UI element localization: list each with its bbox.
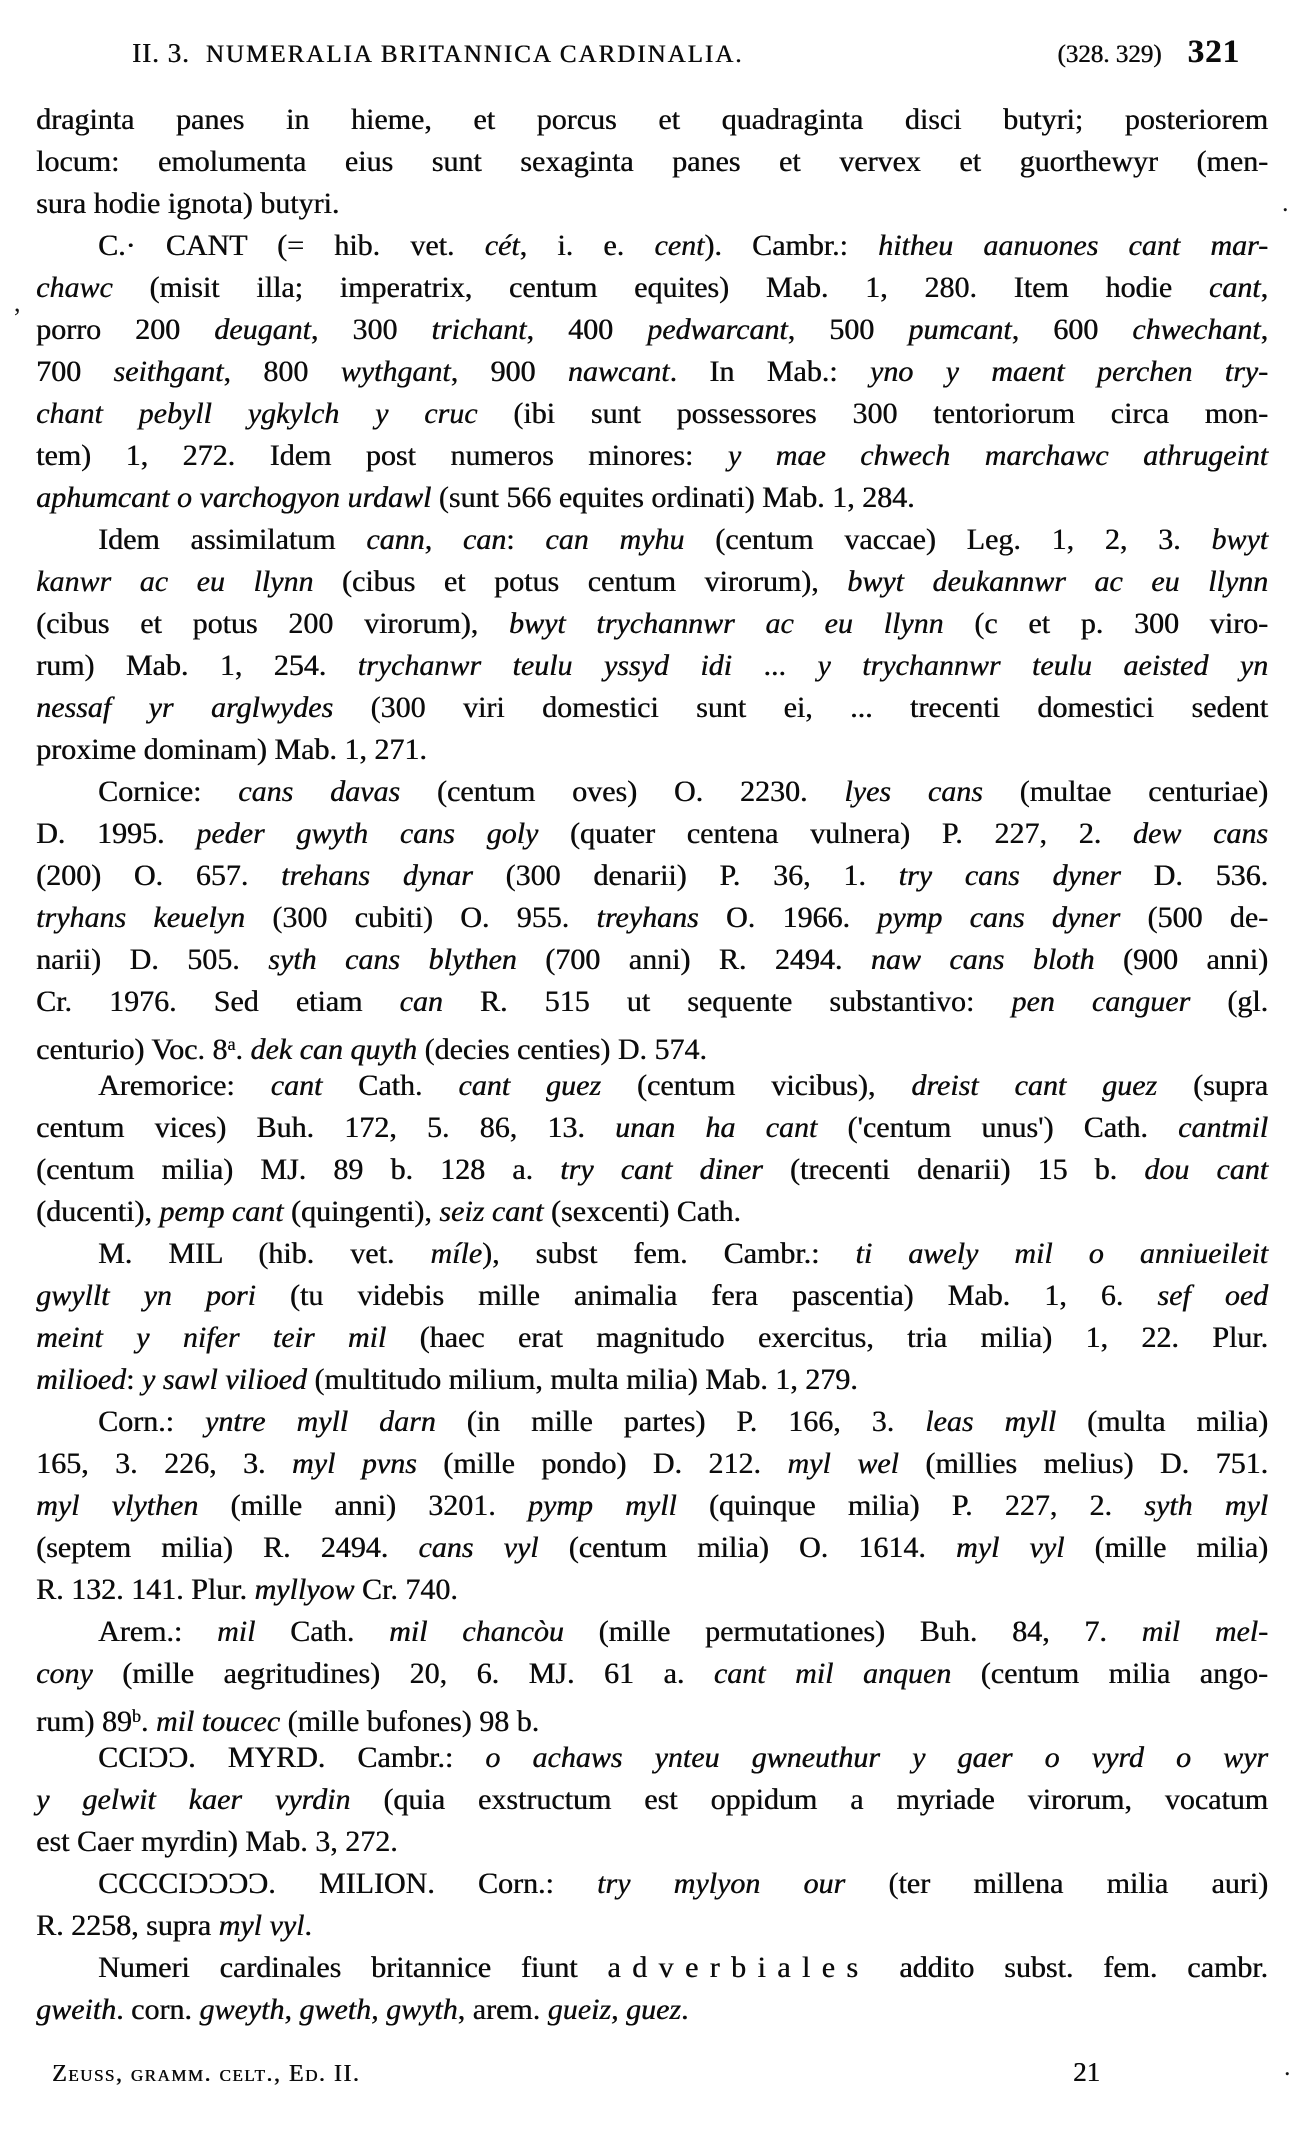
- sheet-signature-number: 21: [1073, 2057, 1100, 2087]
- body-text-run: , 600: [1011, 313, 1133, 346]
- body-text-run: Numeri cardinales britannice fiunt: [98, 1951, 608, 1984]
- text-line: [36, 855, 1268, 897]
- cited-form-text: peder gwyth cans goly: [196, 817, 539, 850]
- body-text-run: (centum milia) MJ. 89 b. 128 a.: [36, 1153, 561, 1186]
- body-text-run: (ibi sunt possessores 300 tentoriorum circa mon-: [477, 397, 1268, 430]
- text-line: [36, 1233, 1268, 1275]
- cited-form-text: cantmil: [1178, 1111, 1268, 1144]
- body-text-run: 165, 3. 226, 3.: [36, 1447, 292, 1480]
- cited-form-text: unan ha cant: [615, 1111, 818, 1144]
- cited-form-text: pen canguer: [1011, 985, 1191, 1018]
- body-text-run: .: [140, 1705, 156, 1738]
- body-text-run: D. 1995.: [36, 817, 197, 850]
- text-line: [36, 603, 1268, 645]
- text-line: [36, 1947, 1268, 1989]
- text-line: [36, 1149, 1268, 1191]
- cited-form-text: myl vlythen: [36, 1489, 199, 1522]
- cited-form-text: myl wel: [787, 1447, 899, 1480]
- text-line: [36, 1695, 1268, 1737]
- cited-form-text: try cant diner: [560, 1153, 763, 1186]
- text-line: [36, 1359, 1268, 1401]
- cited-form-text: try mylyon our: [596, 1867, 846, 1900]
- body-text-run: C.· CANT (= hib. vet.: [98, 229, 485, 262]
- cited-form-text: cét: [484, 229, 520, 262]
- text-line: [36, 771, 1268, 813]
- body-text-run: R. 2258, supra: [36, 1909, 219, 1942]
- body-text-run: (millies melius) D. 751.: [898, 1447, 1268, 1480]
- cited-form-text: nessaf yr arglwydes: [36, 691, 334, 724]
- cited-form-text: cony: [36, 1657, 93, 1690]
- body-text-run: (200) O. 657.: [36, 859, 282, 892]
- text-line: [36, 1485, 1268, 1527]
- cited-form-text: cant: [270, 1069, 323, 1102]
- body-text-run: . In Mab.:: [669, 355, 870, 388]
- page-number: 321: [1187, 34, 1240, 70]
- cited-form-text: nawcant: [567, 355, 670, 388]
- cited-form-text: trychanwr teulu yssyd idi: [357, 649, 732, 682]
- cited-form-text: chawc: [36, 271, 113, 304]
- cited-form-text: yntre myll darn: [204, 1405, 436, 1438]
- body-text-run: , 500: [787, 313, 909, 346]
- body-text-run: (mille aegritudines) 20, 6. MJ. 61 a.: [92, 1657, 714, 1690]
- body-text-run: ,: [1260, 271, 1268, 304]
- text-line: [36, 309, 1268, 351]
- text-line: [36, 435, 1268, 477]
- running-head: [0, 0, 1298, 71]
- text-line: [36, 267, 1268, 309]
- cited-form-text: trichant: [431, 313, 527, 346]
- body-text-run: 700: [36, 355, 114, 388]
- body-text-run: , 900: [450, 355, 568, 388]
- cited-form-text: gwyllt yn pori: [36, 1279, 256, 1312]
- body-text-run: Corn.:: [98, 1405, 205, 1438]
- body-text-run: O. 1966.: [698, 901, 878, 934]
- body-text-run: a: [227, 1034, 236, 1054]
- column-reference: (328. 329): [1057, 41, 1162, 68]
- body-text-run: (centum milia ango-: [951, 1657, 1268, 1690]
- body-text-run: ). Cambr.:: [704, 229, 879, 262]
- cited-form-text: bwyt: [1211, 523, 1269, 556]
- body-text-run: ('centum unus') Cath.: [817, 1111, 1178, 1144]
- body-text-run: (mille pondo) D. 212.: [416, 1447, 788, 1480]
- cited-form-text: y trychannwr teulu aeisted yn: [817, 649, 1269, 682]
- body-text-run: (quia exstructum est oppidum a myriade virorum, vocatum: [350, 1783, 1269, 1816]
- cited-form-text: pymp myll: [527, 1489, 677, 1522]
- cited-form-text: myl vyl: [955, 1531, 1065, 1564]
- text-line: [36, 813, 1268, 855]
- body-text-run: Arem.:: [98, 1615, 217, 1648]
- cited-form-text: mil mel-: [1141, 1615, 1269, 1648]
- body-text-run: ), subst fem. Cambr.:: [481, 1237, 856, 1270]
- body-text-run: ...: [731, 649, 818, 682]
- scan-speck: .: [1284, 2052, 1291, 2081]
- cited-form-text: myllyow: [254, 1573, 355, 1606]
- body-text-run: :: [506, 523, 546, 556]
- cited-form-text: sef oed: [1157, 1279, 1269, 1312]
- cited-form-text: y sawl vilioed: [141, 1363, 307, 1396]
- body-text-run: (decies centies) D. 574.: [416, 1033, 707, 1066]
- text-line: [36, 1065, 1268, 1107]
- body-text-run: Aremorice:: [98, 1069, 271, 1102]
- cited-form-text: syth myl: [1144, 1489, 1268, 1522]
- text-line: [36, 183, 1268, 225]
- body-text-run: (multa milia): [1056, 1405, 1268, 1438]
- text-line: [36, 477, 1268, 519]
- body-text-run: . corn.: [116, 1993, 200, 2026]
- cited-form-text: dew cans: [1132, 817, 1268, 850]
- text-line: [36, 519, 1268, 561]
- text-line: [36, 645, 1268, 687]
- body-text-run: Cr. 1976. Sed etiam: [36, 985, 400, 1018]
- body-text-run: locum: emolumenta eius sunt sexaginta panes et vervex et guorthewyr (men-: [36, 145, 1268, 178]
- body-text-run: (supra: [1157, 1069, 1268, 1102]
- body-text-run: , 800: [223, 355, 341, 388]
- footer: [0, 2031, 1298, 2088]
- body-text-run: (mille bufones) 98 b.: [279, 1705, 540, 1738]
- text-line: [36, 561, 1268, 603]
- body-text-run: .: [304, 1909, 312, 1942]
- cited-form-text: mil toucec: [155, 1705, 280, 1738]
- text-line: [36, 1653, 1268, 1695]
- body-text-run: (300 viri domestici sunt ei, ... trecenti domestici sedent: [333, 691, 1269, 724]
- text-line: [36, 897, 1268, 939]
- body-text-run: Cath.: [255, 1615, 390, 1648]
- body-text-run: (quater centena vulnera) P. 227, 2.: [538, 817, 1133, 850]
- text-line: [36, 1275, 1268, 1317]
- scan-speck: ,: [14, 288, 21, 317]
- body-text-run: rum) Mab. 1, 254.: [36, 649, 358, 682]
- running-head-title: NUMERALIA BRITANNICA CARDINALIA.: [205, 41, 744, 68]
- body-text-run: (700 anni) R. 2494.: [516, 943, 871, 976]
- body-text-run: (in mille partes) P. 166, 3.: [435, 1405, 926, 1438]
- body-text-run: draginta panes in hieme, et porcus et quadraginta disci butyri; posteriorem: [36, 103, 1268, 136]
- cited-form-text: ti awely mil o anniueileit: [855, 1237, 1268, 1270]
- body-text-run: (sexcenti) Cath.: [543, 1195, 741, 1228]
- cited-form-text: mil chancòu: [389, 1615, 564, 1648]
- cited-form-text: seiz cant: [439, 1195, 544, 1228]
- body-text-run: sura hodie ignota) butyri.: [36, 187, 340, 220]
- cited-form-text: gueiz, guez: [547, 1993, 681, 2026]
- cited-form-text: seithgant: [113, 355, 224, 388]
- text-line: [36, 225, 1268, 267]
- body-text-run: :: [126, 1363, 142, 1396]
- text-line: [36, 981, 1268, 1023]
- cited-form-text: cant guez: [458, 1069, 601, 1102]
- cited-form-text: y mae chwech marchawc athrugeint: [727, 439, 1268, 472]
- cited-form-text: kanwr ac eu llynn: [36, 565, 314, 598]
- body-text-run: (300 denarii) P. 36, 1.: [472, 859, 899, 892]
- text-line: [36, 1191, 1268, 1233]
- text-line: [36, 141, 1268, 183]
- body-text-run: porro 200: [36, 313, 215, 346]
- cited-form-text: try cans dyner: [898, 859, 1121, 892]
- cited-form-text: cant mil anquen: [713, 1657, 952, 1690]
- body-text-run: narii) D. 505.: [36, 943, 269, 976]
- cited-form-text: deugant: [214, 313, 311, 346]
- cited-form-text: treyhans: [596, 901, 699, 934]
- body-text-run: (tu videbis mille animalia fera pascentia) Mab. 1, 6.: [255, 1279, 1158, 1312]
- cited-form-text: myl vyl: [218, 1909, 305, 1942]
- body-text-run: (300 cubiti) O. 955.: [244, 901, 597, 934]
- body-text-run: R. 515 ut sequente substantivo:: [442, 985, 1012, 1018]
- cited-form-text: leas myll: [925, 1405, 1057, 1438]
- text-line: [36, 1905, 1268, 1947]
- body-text-run: proxime dominam) Mab. 1, 271.: [36, 733, 427, 766]
- cited-form-text: cent: [654, 229, 705, 262]
- cited-form-text: pedwarcant: [647, 313, 788, 346]
- body-text-run: (centum milia) O. 1614.: [538, 1531, 956, 1564]
- cited-form-text: can myhu: [545, 523, 685, 556]
- text-line: [36, 1821, 1268, 1863]
- scan-speck: .: [1282, 188, 1289, 217]
- body-text-run: Cath.: [322, 1069, 459, 1102]
- cited-form-text: pemp cant: [159, 1195, 284, 1228]
- body-text-run: (multae centuriae): [982, 775, 1269, 808]
- text-line: [36, 1443, 1268, 1485]
- body-text-run: (centum vicibus),: [600, 1069, 912, 1102]
- text-line: [36, 1023, 1268, 1065]
- text-line: [36, 99, 1268, 141]
- body-text-run: ,: [1260, 313, 1269, 346]
- cited-form-text: y gelwit kaer vyrdin: [36, 1783, 351, 1816]
- cited-form-text: myl pvns: [291, 1447, 417, 1480]
- text-line: [36, 729, 1268, 771]
- body-text-run: (quinque milia) P. 227, 2.: [676, 1489, 1145, 1522]
- text-line: [36, 393, 1268, 435]
- cited-form-text: hitheu aanuones cant mar-: [878, 229, 1268, 262]
- body-text-run: M. MIL (hib. vet.: [98, 1237, 431, 1270]
- text-line: [36, 1737, 1268, 1779]
- body-text-run: (multitudo milium, multa milia) Mab. 1, 279.: [306, 1363, 858, 1396]
- text-line: [36, 1863, 1268, 1905]
- body-text-run: (mille anni) 3201.: [198, 1489, 528, 1522]
- cited-form-text: lyes cans: [844, 775, 983, 808]
- text-line: [36, 351, 1268, 393]
- cited-form-text: meint y nifer teir mil: [36, 1321, 387, 1354]
- body-text-run: (500 de-: [1120, 901, 1269, 934]
- body-text-run: centum vices) Buh. 172, 5. 86, 13.: [36, 1111, 616, 1144]
- body-text-run: R. 132. 141. Plur.: [36, 1573, 255, 1606]
- cited-form-text: gweyth, gweth, gwyth: [199, 1993, 458, 2026]
- cited-form-text: cant: [1208, 271, 1261, 304]
- cited-form-text: dek can quyth: [250, 1033, 417, 1066]
- text-line: [36, 687, 1268, 729]
- cited-form-text: wythgant: [340, 355, 451, 388]
- cited-form-text: chwechant: [1132, 313, 1261, 346]
- cited-form-text: bwyt deukannwr ac eu llynn: [847, 565, 1269, 598]
- body-text-run: (gl.: [1190, 985, 1269, 1018]
- printer-signature: Zeuss, gramm. celt., Ed. II.: [52, 2061, 361, 2087]
- cited-form-text: tryhans keuelyn: [36, 901, 245, 934]
- body-text-run: (quingenti),: [283, 1195, 440, 1228]
- body-text-run: (mille permutationes) Buh. 84, 7.: [563, 1615, 1142, 1648]
- body-text-run: , 300: [310, 313, 432, 346]
- cited-form-text: trehans dynar: [281, 859, 473, 892]
- text-line: [36, 1611, 1268, 1653]
- body-text-run: (centum oves) O. 2230.: [400, 775, 845, 808]
- cited-form-text: dreist cant guez: [911, 1069, 1158, 1102]
- body-text-run: (cibus et potus centum virorum),: [313, 565, 848, 598]
- body-text-run: centurio) Voc. 8: [36, 1033, 228, 1066]
- body-text-run: D. 536.: [1120, 859, 1268, 892]
- cited-form-text: o achaws ynteu gwneuthur y gaer o vyrd o wyr: [485, 1741, 1268, 1774]
- cited-form-text: pumcant: [908, 313, 1012, 346]
- body-text-run: (trecenti denarii) 15 b.: [762, 1153, 1145, 1186]
- body-text-run: , arem.: [457, 1993, 548, 2026]
- text-line: [36, 1401, 1268, 1443]
- body-text-run: , 400: [526, 313, 648, 346]
- body-text-run: (sunt 566 equites ordinati) Mab. 1, 284.: [431, 481, 915, 514]
- cited-form-text: pymp cans dyner: [877, 901, 1121, 934]
- body-text-run: .: [680, 1993, 689, 2026]
- text-line: [36, 1569, 1268, 1611]
- cited-form-text: syth cans blythen: [268, 943, 517, 976]
- body-text-run: (haec erat magnitudo exercitus, tria milia) 1, 22. Plur.: [386, 1321, 1268, 1354]
- body-text-run: addito subst. fem. cambr.: [869, 1951, 1268, 1984]
- text-line: [36, 1779, 1268, 1821]
- cited-form-text: yno y maent perchen try-: [869, 355, 1268, 388]
- body-text-run: (900 anni): [1094, 943, 1268, 976]
- body-text-run: (mille milia): [1064, 1531, 1269, 1564]
- cited-form-text: míle: [430, 1237, 482, 1270]
- body-text-run: (centum vaccae) Leg. 1, 2, 3.: [684, 523, 1212, 556]
- cited-form-text: dou cant: [1144, 1153, 1269, 1186]
- body-text-run: est Caer myrdin) Mab. 3, 272.: [36, 1825, 398, 1858]
- text-line: [36, 1527, 1268, 1569]
- body-text-run: tem) 1, 272. Idem post numeros minores:: [36, 439, 728, 472]
- body-text-run: adverbiales: [607, 1951, 870, 1984]
- body-text-run: .: [235, 1033, 251, 1066]
- body-text-run: (c et p. 300 viro-: [943, 607, 1269, 640]
- cited-form-text: bwyt trychannwr ac eu llynn: [508, 607, 944, 640]
- body-text-run: CCIƆƆ. MYRD. Cambr.:: [98, 1741, 486, 1774]
- body-text-run: CCCCIƆƆƆƆ. MILION. Corn.:: [98, 1867, 597, 1900]
- cited-form-text: chant pebyll ygkylch y cruc: [36, 397, 478, 430]
- cited-form-text: gweith: [36, 1993, 116, 2026]
- body-text-run: (ter millena milia auri): [845, 1867, 1268, 1900]
- body-text-run: rum) 89: [36, 1705, 132, 1738]
- cited-form-text: can: [399, 985, 443, 1018]
- text-line: [36, 939, 1268, 981]
- body-text-run: (ducenti),: [36, 1195, 160, 1228]
- text-line: [36, 1989, 1268, 2031]
- body-text-run: , i. e.: [519, 229, 655, 262]
- cited-form-text: mil: [216, 1615, 256, 1648]
- cited-form-text: cans davas: [238, 775, 401, 808]
- body-text-run: (misit illa; imperatrix, centum equites) Mab. 1, 280. Item hodie: [112, 271, 1209, 304]
- cited-form-text: milioed: [36, 1363, 126, 1396]
- body-text-run: (cibus et potus 200 virorum),: [36, 607, 509, 640]
- body-text-run: Cornice:: [98, 775, 239, 808]
- body-text-run: Cr. 740.: [354, 1573, 458, 1606]
- body-text-run: Idem assimilatum: [98, 523, 367, 556]
- cited-form-text: cans vyl: [418, 1531, 539, 1564]
- cited-form-text: naw cans bloth: [870, 943, 1095, 976]
- page-body: [0, 71, 1298, 2031]
- text-line: [36, 1107, 1268, 1149]
- body-text-run: b: [131, 1706, 141, 1726]
- text-line: [36, 1317, 1268, 1359]
- chapter-section-number: II. 3.: [132, 38, 190, 68]
- cited-form-text: cann, can: [366, 523, 507, 556]
- cited-form-text: aphumcant o varchogyon urdawl: [36, 481, 432, 514]
- body-text-run: (septem milia) R. 2494.: [36, 1531, 419, 1564]
